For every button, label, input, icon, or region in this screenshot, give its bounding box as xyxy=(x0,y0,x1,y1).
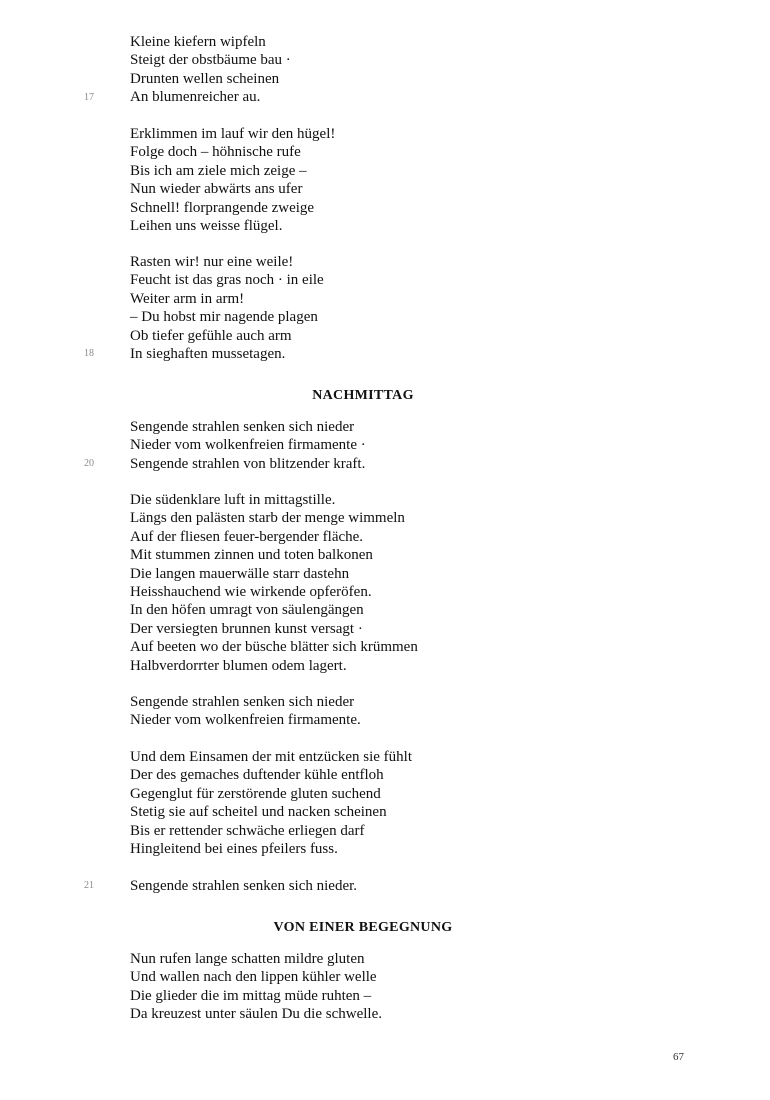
verse-line: Sengende strahlen von blitzender kraft. xyxy=(130,455,366,472)
verse-line: Kleine kiefern wipfeln xyxy=(130,34,266,50)
verse-line: Längs den palästen starb der menge wimmeln xyxy=(130,510,405,527)
stanza xyxy=(130,748,412,858)
stanza xyxy=(130,125,335,235)
verse-line: Erklimmen im lauf wir den hügel! xyxy=(130,126,336,142)
verse-line: Die südenklare luft in mittagstille. xyxy=(130,492,336,508)
stanza xyxy=(130,418,366,473)
verse-line: Sengende strahlen senken sich nieder xyxy=(130,419,355,435)
verse-line: Sengende strahlen senken sich nieder xyxy=(130,694,355,710)
verse-line: Ob tiefer gefühle auch arm xyxy=(130,327,292,344)
verse-line: Folge doch – höhnische rufe xyxy=(130,144,301,161)
verse-line: Nieder vom wolkenfreien firmamente. xyxy=(130,712,361,729)
line-number: 17 xyxy=(84,92,94,103)
verse-line: Heisshauchend wie wirkende opferöfen. xyxy=(130,584,372,601)
verse-line: Und wallen nach den lippen kühler welle xyxy=(130,969,377,986)
line-number: 20 xyxy=(84,458,94,469)
verse-line: Bis er rettender schwäche erliegen darf xyxy=(130,822,365,839)
verse-line: Auf der fliesen feuer-bergender fläche. xyxy=(130,528,364,545)
verse-line: Und dem Einsamen der mit entzücken sie fühlt xyxy=(130,749,413,765)
verse-line: Stetig sie auf scheitel und nacken scheinen xyxy=(130,804,387,821)
stanza xyxy=(130,491,418,675)
stanza xyxy=(130,877,357,895)
verse-line: Auf beeten wo der büsche blätter sich krümmen xyxy=(130,639,418,656)
verse-line: Nieder vom wolkenfreien firmamente · xyxy=(130,437,366,454)
verse-line: In sieghaften mussetagen. xyxy=(130,346,286,363)
verse-line: Schnell! florprangende zweige xyxy=(130,199,315,216)
verse-line: Rasten wir! nur eine weile! xyxy=(130,254,294,270)
verse-line: Nun wieder abwärts ans ufer xyxy=(130,181,303,198)
verse-line: Steigt der obstbäume bau · xyxy=(130,52,291,69)
verse-line: – Du hobst mir nagende plagen xyxy=(130,309,318,326)
verse-line: Sengende strahlen senken sich nieder. xyxy=(130,878,358,894)
line-number: 21 xyxy=(84,880,94,891)
verse-line: Weiter arm in arm! xyxy=(130,290,245,307)
verse-line: Da kreuzest unter säulen Du die schwelle. xyxy=(130,1006,382,1023)
verse-line: Die langen mauerwälle starr dastehn xyxy=(130,565,350,582)
verse-line: Feucht ist das gras noch · in eile xyxy=(130,272,324,289)
poem-title: VON EINER BEGEGNUNG xyxy=(273,920,453,935)
line-number: 18 xyxy=(84,348,94,359)
verse-line: Leihen uns weisse flügel. xyxy=(130,218,283,235)
stanza xyxy=(130,253,324,363)
verse-line: Hingleitend bei eines pfeilers fuss. xyxy=(130,841,338,858)
stanza xyxy=(130,950,382,1024)
verse-line: Nun rufen lange schatten mildre gluten xyxy=(130,951,365,967)
verse-line: Gegenglut für zerstörende gluten suchend xyxy=(130,785,381,802)
verse-line: In den höfen umragt von säulengängen xyxy=(130,602,364,619)
stanza xyxy=(130,33,291,107)
page-number: 67 xyxy=(673,1051,684,1063)
verse-line: Halbverdorrter blumen odem lagert. xyxy=(130,657,347,674)
verse-line: Der versiegten brunnen kunst versagt · xyxy=(130,620,363,637)
verse-line: Mit stummen zinnen und toten balkonen xyxy=(130,547,373,564)
verse-line: An blumenreicher au. xyxy=(130,89,261,106)
verse-line: Drunten wellen scheinen xyxy=(130,70,280,87)
verse-line: Der des gemaches duftender kühle entfloh xyxy=(130,767,384,784)
verse-line: Bis ich am ziele mich zeige – xyxy=(130,162,307,179)
poem-title: NACHMITTAG xyxy=(312,388,414,403)
verse-line: Die glieder die im mittag müde ruhten – xyxy=(130,987,372,1004)
stanza xyxy=(130,693,361,730)
